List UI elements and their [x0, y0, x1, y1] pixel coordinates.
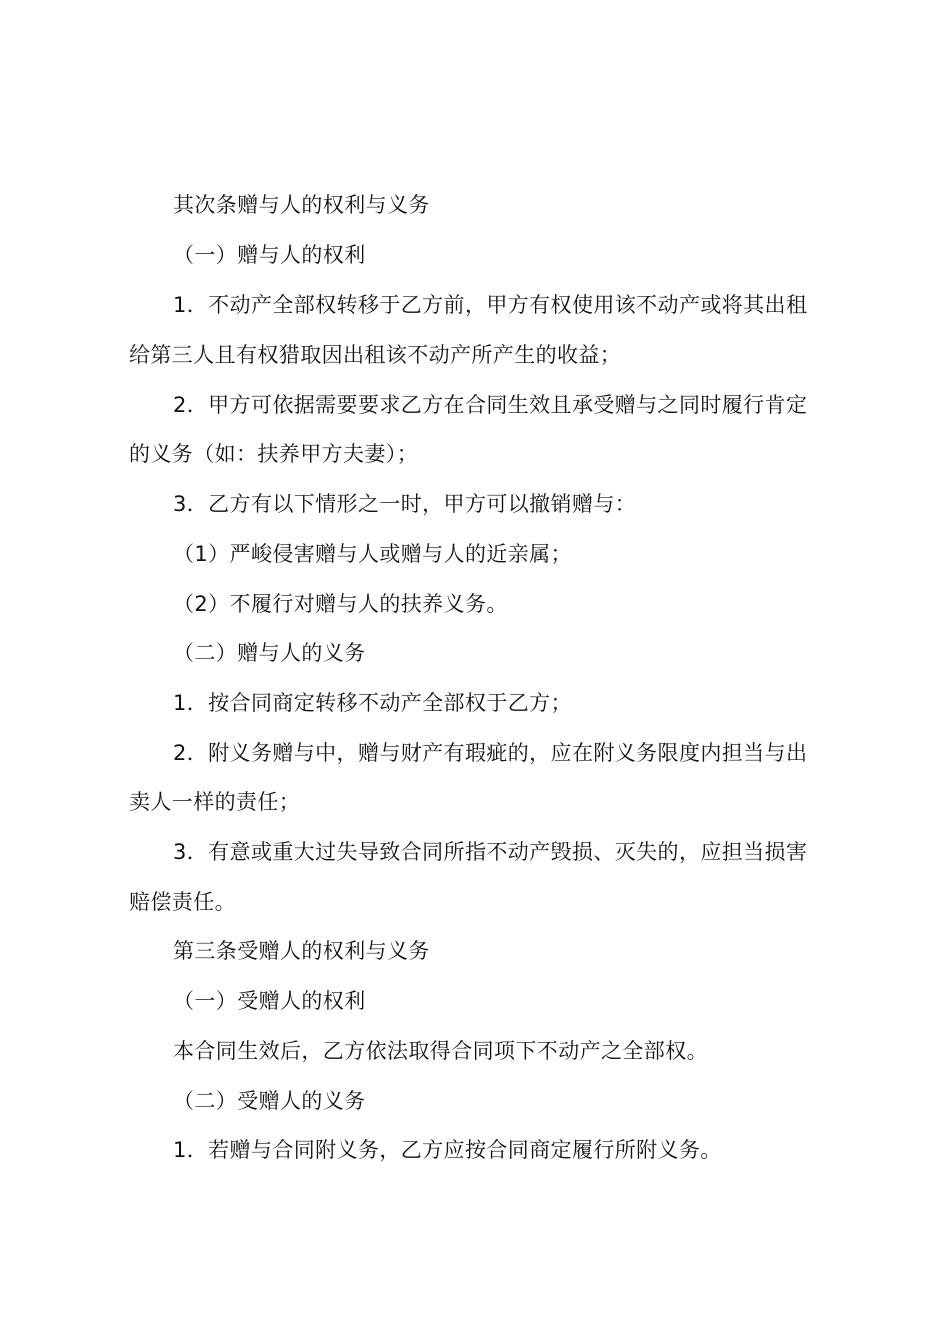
donor-rights-subheading: （一）赠与人的权利	[173, 243, 366, 267]
article-3-heading: 第三条受赠人的权利与义务	[173, 939, 430, 963]
donor-rights-item-1-line-1: 1．不动产全部权转移于乙方前，甲方有权使用该不动产或将其出租	[173, 293, 808, 317]
donor-rights-item-2-line-1: 2．甲方可依据需要要求乙方在合同生效且承受赠与之同时履行肯定	[173, 393, 808, 417]
article-2-heading: 其次条赠与人的权利与义务	[173, 193, 430, 217]
revocation-condition-2: （2）不履行对赠与人的扶养义务。	[173, 592, 508, 616]
donee-obligations-item-1: 1．若赠与合同附义务，乙方应按合同商定履行所附义务。	[173, 1138, 722, 1162]
donor-rights-item-1-line-2: 给第三人且有权猎取因出租该不动产所产生的收益；	[129, 343, 622, 367]
donor-rights-item-3: 3．乙方有以下情形之一时，甲方可以撤销赠与：	[173, 492, 637, 516]
donor-obligations-item-1: 1．按合同商定转移不动产全部权于乙方；	[173, 691, 572, 715]
donor-obligations-item-2-line-2: 卖人一样的责任；	[129, 790, 301, 814]
donee-rights-subheading: （一）受赠人的权利	[173, 989, 366, 1013]
donor-rights-item-2-line-2: 的义务（如：扶养甲方夫妻）；	[129, 442, 419, 466]
donor-obligations-item-3-line-1: 3．有意或重大过失导致合同所指不动产毁损、灭失的，应担当损害	[173, 840, 808, 864]
donee-rights-paragraph: 本合同生效后，乙方依法取得合同项下不动产之全部权。	[173, 1039, 708, 1063]
donee-obligations-subheading: （二）受赠人的义务	[173, 1089, 366, 1113]
donor-obligations-item-3-line-2: 赔偿责任。	[129, 890, 236, 914]
revocation-condition-1: （1）严峻侵害赠与人或赠与人的近亲属；	[173, 542, 572, 566]
donor-obligations-subheading: （二）赠与人的义务	[173, 641, 366, 665]
donor-obligations-item-2-line-1: 2．附义务赠与中，赠与财产有瑕疵的，应在附义务限度内担当与出	[173, 741, 808, 765]
